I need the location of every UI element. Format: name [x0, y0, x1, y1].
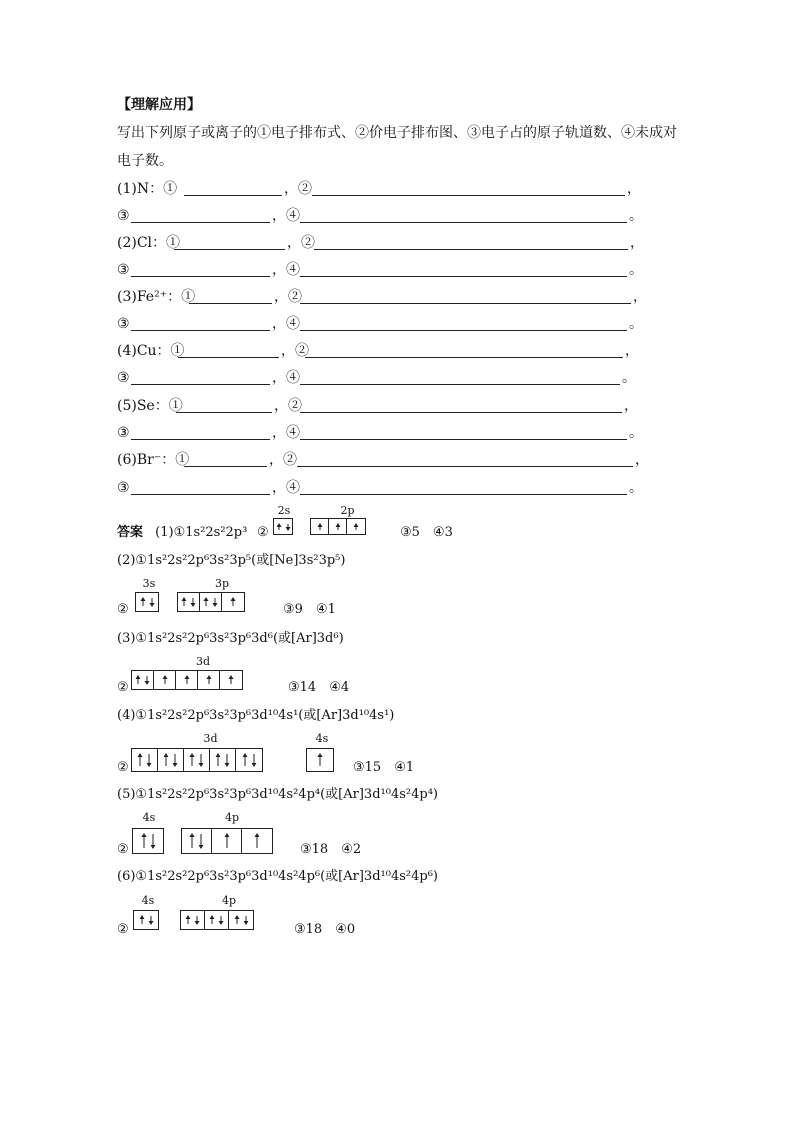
orbital-cell	[229, 911, 253, 929]
orbital-box-3p	[177, 592, 245, 612]
question-3-end-2: 。	[629, 316, 643, 332]
answer-4-rest: ③15 ④1	[353, 760, 415, 775]
spin-down-arrow-icon	[172, 752, 178, 768]
orbital-cell	[212, 829, 242, 853]
orbital-box-2s	[273, 518, 293, 535]
question-4-sep-4: ，④	[272, 370, 300, 386]
question-1-blank-3	[131, 222, 270, 223]
orbital-label-4s-a: 4s	[315, 732, 329, 745]
question-4-blank-1	[178, 357, 279, 358]
orbital-box-4p-a	[181, 828, 273, 854]
question-5-blank-2	[300, 412, 622, 413]
spin-up-arrow-icon	[242, 752, 248, 768]
answer-5-rest: ③18 ④2	[300, 842, 362, 857]
orbital-label-3d-b: 3d	[203, 732, 218, 745]
orbital-cell	[182, 829, 212, 853]
question-2-blank-2	[314, 249, 628, 250]
question-2-blank-3	[131, 276, 270, 277]
question-2-sep-2: ，②	[287, 235, 315, 251]
question-6-blank-3	[131, 494, 270, 495]
answer-3-config: (3)①1s²2s²2p⁶3s²3p⁶3d⁶(或[Ar]3d⁶)	[117, 631, 344, 646]
question-2-blank-1	[174, 249, 285, 250]
spin-up-arrow-icon	[215, 752, 221, 768]
question-5-circle-3: ③	[117, 425, 130, 441]
orbital-cell	[274, 519, 292, 534]
spin-down-arrow-icon	[198, 752, 204, 768]
question-5-sep-4: ，④	[272, 425, 300, 441]
spin-up-arrow-icon	[162, 674, 168, 686]
question-1-end-2: 。	[629, 208, 643, 224]
spin-up-arrow-icon	[206, 674, 212, 686]
question-2-label: (2)Cl：①	[117, 235, 181, 251]
question-1-blank-2	[312, 195, 625, 196]
question-5-blank-1	[176, 412, 272, 413]
question-6-end-2: 。	[629, 480, 643, 496]
question-3-sep-2: ，②	[274, 289, 302, 305]
answer-1-circle2: ②	[257, 525, 269, 540]
spin-down-arrow-icon	[149, 596, 155, 608]
orbital-box-2p	[310, 518, 366, 535]
orbital-label-2s: 2s	[277, 504, 291, 517]
question-1-blank-4	[300, 222, 627, 223]
orbital-box-3s	[135, 592, 159, 612]
question-3-blank-1	[189, 303, 272, 304]
question-4-label: (4)Cu：①	[117, 343, 185, 359]
answer-5-config: (5)①1s²2s²2p⁶3s²3p⁶3d¹⁰4s²4p⁴(或[Ar]3d¹⁰4s²4p⁴)	[117, 787, 438, 802]
orbital-cell	[205, 911, 229, 929]
question-5-end-1: ，	[624, 398, 638, 414]
orbital-cell	[184, 749, 210, 771]
answer-6-rest: ③18 ④0	[294, 922, 356, 937]
spin-up-arrow-icon	[209, 914, 215, 926]
answer-2-circle2: ②	[117, 602, 129, 617]
question-3-blank-2	[300, 303, 631, 304]
orbital-label-4s-c: 4s	[141, 894, 155, 907]
section-heading: 【理解应用】	[117, 97, 201, 113]
question-3-blank-4	[300, 330, 627, 331]
question-5-label: (5)Se：①	[117, 398, 183, 414]
orbital-box-3d-a	[131, 670, 243, 690]
spin-up-arrow-icon	[230, 596, 236, 608]
spin-up-arrow-icon	[228, 674, 234, 686]
orbital-cell	[178, 593, 200, 611]
orbital-box-3d-b	[131, 748, 263, 772]
orbital-box-4s-c	[133, 910, 159, 930]
spin-down-arrow-icon	[148, 914, 154, 926]
spin-down-arrow-icon	[150, 832, 156, 850]
orbital-label-3p: 3p	[214, 577, 230, 590]
question-5-blank-3	[131, 439, 270, 440]
spin-up-arrow-icon	[317, 522, 323, 532]
spin-up-arrow-icon	[234, 914, 240, 926]
orbital-cell	[198, 671, 220, 689]
answer-2-rest: ③9 ④1	[283, 602, 336, 617]
orbital-cell	[133, 829, 163, 853]
orbital-label-4s-b: 4s	[142, 811, 156, 824]
question-1-sep-4: ，④	[272, 208, 300, 224]
spin-up-arrow-icon	[140, 596, 146, 608]
orbital-label-2p: 2p	[340, 504, 355, 517]
spin-down-arrow-icon	[198, 832, 204, 850]
question-6-end-1: ，	[635, 452, 649, 468]
spin-down-arrow-icon	[224, 752, 230, 768]
orbital-cell	[134, 911, 158, 929]
question-6-sep-4: ，④	[272, 480, 300, 496]
orbital-box-4s-a	[306, 748, 334, 772]
orbital-cell	[132, 671, 154, 689]
spin-up-arrow-icon	[189, 832, 195, 850]
spin-up-arrow-icon	[137, 752, 143, 768]
spin-up-arrow-icon	[353, 522, 359, 532]
intro-text-line1: 写出下列原子或离子的①电子排布式、②价电子排布图、③电子占的原子轨道数、④未成对	[117, 125, 677, 141]
spin-up-arrow-icon	[335, 522, 341, 532]
question-3-sep-4: ，④	[272, 316, 300, 332]
orbital-label-4p-b: 4p	[221, 894, 237, 907]
orbital-cell	[181, 911, 205, 929]
question-4-blank-4	[300, 384, 620, 385]
spin-down-arrow-icon	[146, 752, 152, 768]
orbital-cell	[176, 671, 198, 689]
orbital-cell	[136, 593, 158, 611]
orbital-cell	[154, 671, 176, 689]
question-2-end-2: 。	[629, 262, 643, 278]
question-4-end-1: ，	[625, 343, 639, 359]
question-1-sep-2: ，②	[284, 181, 312, 197]
question-4-blank-2	[305, 357, 623, 358]
question-3-circle-3: ③	[117, 316, 130, 332]
orbital-cell	[236, 749, 262, 771]
answer-5-circle2: ②	[117, 842, 129, 857]
answer-6-config: (6)①1s²2s²2p⁶3s²3p⁶3d¹⁰4s²4p⁶(或[Ar]3d¹⁰4s²4p⁶)	[117, 869, 438, 884]
spin-up-arrow-icon	[189, 752, 195, 768]
orbital-cell	[311, 519, 329, 534]
spin-up-arrow-icon	[276, 522, 282, 532]
question-6-label: (6)Br⁻：①	[117, 452, 190, 468]
spin-down-arrow-icon	[218, 914, 224, 926]
orbital-cell	[200, 593, 222, 611]
question-4-blank-3	[131, 384, 270, 385]
question-3-blank-3	[131, 330, 270, 331]
question-5-end-2: 。	[629, 425, 643, 441]
spin-down-arrow-icon	[144, 674, 150, 686]
orbital-box-4s-b	[132, 828, 164, 854]
spin-up-arrow-icon	[254, 832, 260, 850]
question-4-circle-3: ③	[117, 370, 130, 386]
spin-down-arrow-icon	[194, 914, 200, 926]
spin-down-arrow-icon	[212, 596, 218, 608]
orbital-box-4p-b	[180, 910, 254, 930]
spin-down-arrow-icon	[190, 596, 196, 608]
answer-3-rest: ③14 ④4	[288, 680, 350, 695]
spin-up-arrow-icon	[184, 674, 190, 686]
question-3-end-1: ，	[633, 289, 647, 305]
spin-up-arrow-icon	[224, 832, 230, 850]
orbital-label-4p-a: 4p	[224, 811, 240, 824]
question-1-end-1: ，	[627, 181, 641, 197]
answer-1-rest: ③5 ④3	[400, 525, 453, 540]
spin-up-arrow-icon	[141, 832, 147, 850]
intro-text-line2: 电子数。	[117, 153, 173, 169]
orbital-cell	[158, 749, 184, 771]
question-6-circle-3: ③	[117, 480, 130, 496]
answer-3-circle2: ②	[117, 680, 129, 695]
spin-up-arrow-icon	[185, 914, 191, 926]
orbital-label-3d-a: 3d	[195, 655, 211, 668]
question-1-label: (1)N：①	[117, 181, 178, 197]
orbital-cell	[307, 749, 333, 771]
answer-6-circle2: ②	[117, 922, 129, 937]
spin-down-arrow-icon	[243, 914, 249, 926]
spin-up-arrow-icon	[135, 674, 141, 686]
orbital-cell	[347, 519, 365, 534]
spin-up-arrow-icon	[317, 752, 323, 768]
spin-up-arrow-icon	[181, 596, 187, 608]
question-6-blank-4	[300, 494, 627, 495]
orbital-label-3s: 3s	[142, 577, 156, 590]
answer-4-circle2: ②	[117, 760, 129, 775]
question-5-blank-4	[300, 439, 627, 440]
question-1-blank-1	[184, 195, 282, 196]
question-6-blank-2	[297, 466, 633, 467]
orbital-cell	[222, 593, 244, 611]
question-2-end-1: ，	[630, 235, 644, 251]
question-1-circle-3: ③	[117, 208, 130, 224]
question-2-blank-4	[300, 276, 627, 277]
answer-1-config	[117, 525, 247, 541]
question-6-blank-1	[184, 466, 267, 467]
answer-2-config: (2)①1s²2s²2p⁶3s²3p⁵(或[Ne]3s²3p⁵)	[117, 553, 346, 568]
question-5-sep-2: ，②	[274, 398, 302, 414]
spin-up-arrow-icon	[139, 914, 145, 926]
answer-4-config: (4)①1s²2s²2p⁶3s²3p⁶3d¹⁰4s¹(或[Ar]3d¹⁰4s¹)	[117, 708, 395, 723]
question-2-sep-4: ，④	[272, 262, 300, 278]
question-3-label: (3)Fe²⁺：①	[117, 289, 196, 305]
question-2-circle-3: ③	[117, 262, 130, 278]
spin-down-arrow-icon	[285, 522, 291, 532]
question-4-end-2: 。	[622, 370, 636, 386]
spin-up-arrow-icon	[203, 596, 209, 608]
question-4-sep-2: ，②	[281, 343, 309, 359]
spin-down-arrow-icon	[251, 752, 257, 768]
orbital-cell	[220, 671, 242, 689]
answer-prefix: 答案	[117, 525, 144, 540]
spin-up-arrow-icon	[163, 752, 169, 768]
answer-1-text: (1)①1s²2s²2p³	[155, 525, 248, 540]
orbital-cell	[210, 749, 236, 771]
orbital-cell	[242, 829, 272, 853]
question-6-sep-2: ，②	[269, 452, 297, 468]
orbital-cell	[329, 519, 347, 534]
orbital-cell	[132, 749, 158, 771]
